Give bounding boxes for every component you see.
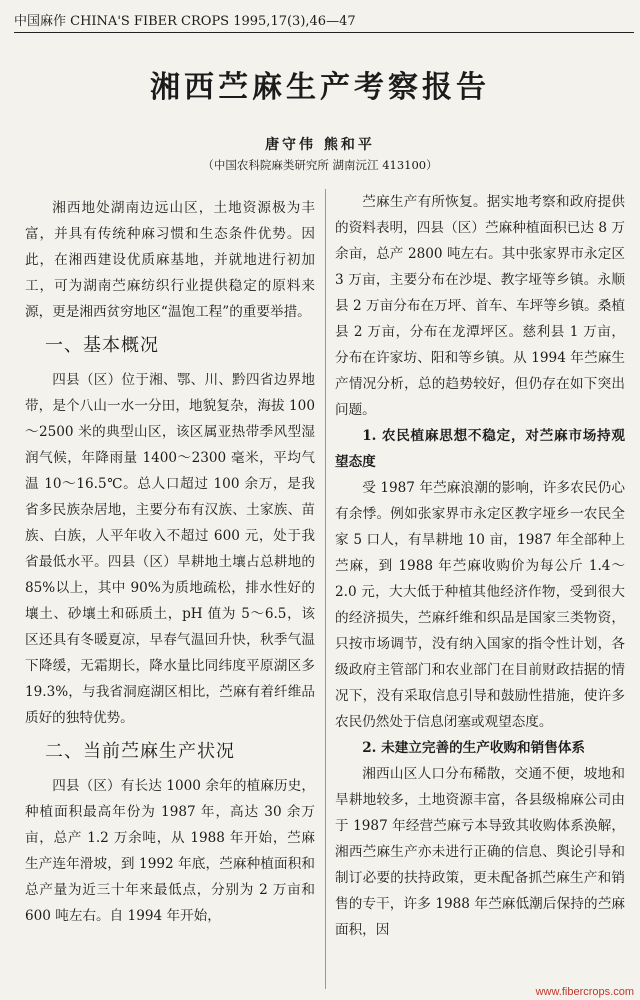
article-title: 湘西苎麻生产考察报告 (150, 70, 490, 105)
section-heading-basic-overview: 一、基本概况 (45, 335, 159, 356)
subsection-heading-farmer-attitude: 1. 农民植麻思想不稳定，对苎麻市场持观望态度 (335, 428, 625, 470)
basic-overview-paragraph: 四县（区）位于湘、鄂、川、黔四省边界地带，是个八山一水一分田，地貌复杂，海拔 100～2500 米的典型山区，该区属亚热带季风型湿润气候，年降雨量 1400～2300 毫米，平均气温 10～16.5℃。总人口超过 100 余万，是我省多民族杂居地，主要分布有汉族、土家族、苗族、白族，人平年收入不超过 600 元，处于我省最低水平。四县（区）旱耕地土壤占总耕地的 85%以上，其中 90%为质地疏松，排水性好的壤土、砂壤土和砾质土，pH 值为 5～6.5，该区还具有冬暖夏凉，早春气温回升快，秋季气温下降缓，无霜期长，降水量比同纬度平原湖区多 19.3%，与我省洞庭湖区相比，苎麻有着纤维品质好的独特优势。 (25, 372, 315, 726)
current-status-paragraph: 四县（区）有长达 1000 余年的植麻历史，种植面积最高年份为 1987 年，高达 30 余万亩，总产 1.2 万余吨，从 1988 年开始，苎麻生产连年滑坡，到 1992 年底，苎麻种植面积和总产量为近三十年来最低点，分别为 2 万亩和 600 吨左右。自 1994 年开始， (25, 778, 315, 924)
column-divider (325, 189, 326, 989)
farmer-attitude-paragraph: 受 1987 年苎麻浪潮的影响，许多农民仍心有余悸。例如张家界市永定区教字垭乡一农民全家 5 口人，有旱耕地 10 亩，1987 年全部种上苎麻，到 1988 年苎麻收购价为每公斤 1.4～2.0 元，大大低于种植其他经济作物，受到很大的经济损失，苎麻纤维和织品是国家三类物资，只按市场调节，没有纳入国家的指令性计划，各级政府主管部门和农业部门在目前财政拮据的情况下，没有采取信息引导和鼓励性措施，使许多农民仍然处于信息闭塞或观望态度。 (335, 480, 625, 730)
intro-paragraph: 湘西地处湖南边远山区，土地资源极为丰富，并具有传统种麻习惯和生态条件优势。因此，在湘西建设优质麻基地，并就地进行初加工，可为湖南苎麻纺织行业提供稳定的原料来源，更是湘西贫穷地区“温饱工程”的重要举措。 (25, 200, 315, 320)
purchase-system-paragraph: 湘西山区人口分布稀散，交通不便，坡地和旱耕地较多，土地资源丰富，各县级棉麻公司由于 1987 年经营苎麻亏本导致其收购体系涣解，湘西苎麻生产亦未进行正确的信息、舆论引导和制订必要的扶持政策，更未配备抓苎麻生产和销售的专干，许多 1988 年苎麻低潮后保持的苎麻面积，因 (335, 766, 625, 938)
author-names: 唐守伟 熊和平 (265, 137, 375, 153)
running-header: 中国麻作 CHINA'S FIBER CROPS 1995,17(3),46—47 (14, 10, 634, 33)
subsection-heading-purchase-system: 2. 未建立完善的生产收购和销售体系 (362, 740, 586, 756)
left-column (25, 195, 315, 985)
section-heading-current-status: 二、当前苎麻生产状况 (45, 741, 235, 762)
continuation-paragraph: 苎麻生产有所恢复。据实地考察和政府提供的资料表明，四县（区）苎麻种植面积已达 8 万余亩，总产 2800 吨左右。其中张家界市永定区 3 万亩，主要分布在沙堤、教字垭等乡镇。永顺县 2 万亩分布在万坪、首车、车坪等乡镇。桑植县 2 万亩，分布在龙潭坪区。慈利县 1 万亩，分布在许家坊、阳和等乡镇。从 1994 年苎麻生产情况分析，总的趋势较好，但仍存在如下突出问题。 (335, 194, 625, 418)
right-column (335, 189, 625, 979)
watermark: www.fibercrops.com (535, 986, 634, 998)
author-affiliation: （中国农科院麻类研究所 湖南沅江 413100） (202, 158, 438, 172)
